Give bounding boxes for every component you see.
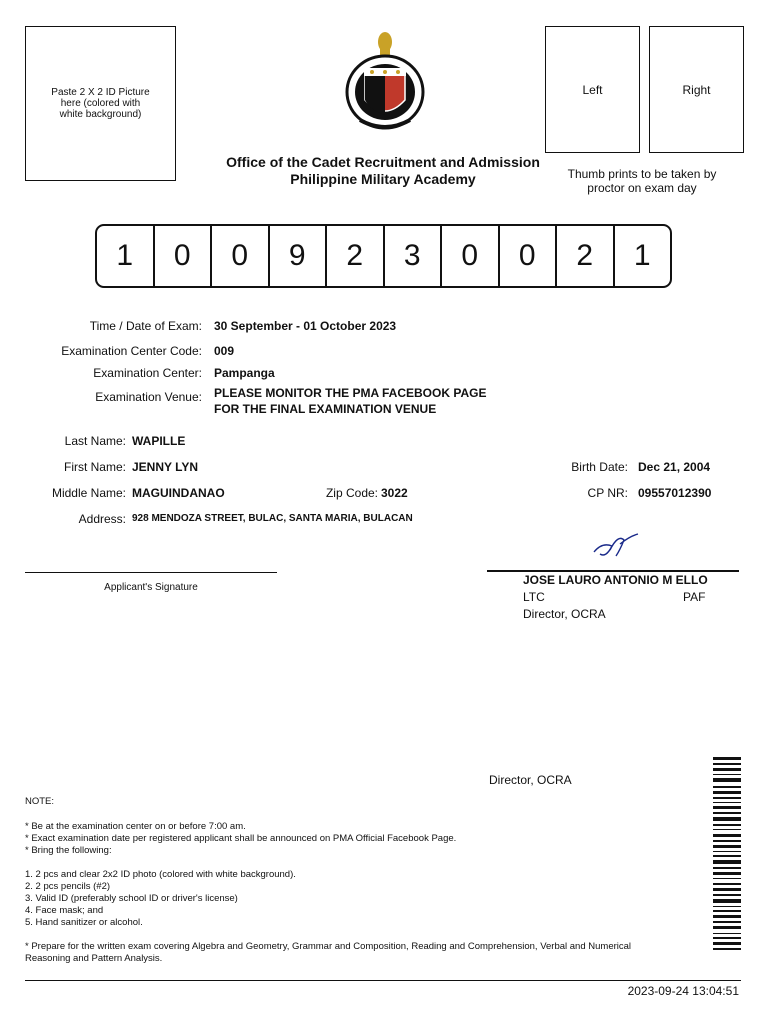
zip-code-value: 3022 <box>381 486 408 500</box>
id-photo-box <box>25 26 176 181</box>
control-digit: 9 <box>268 226 326 286</box>
control-digit: 3 <box>383 226 441 286</box>
control-digit: 0 <box>153 226 211 286</box>
director-title: Director, OCRA <box>523 607 606 621</box>
center-code-label: Examination Center Code: <box>61 344 202 358</box>
note-line: * Be at the examination center on or before 7:00 am. <box>25 821 246 832</box>
id-photo-instructions: Paste 2 X 2 ID Picture here (colored with white background) <box>51 87 150 120</box>
zip-code-label: Zip Code: <box>325 486 378 500</box>
address-value: 928 MENDOZA STREET, BULAC, SANTA MARIA, BULACAN <box>132 513 413 524</box>
applicant-signature-line <box>25 572 277 573</box>
first-name-value: JENNY LYN <box>132 460 199 474</box>
center-code-value: 009 <box>214 344 235 358</box>
print-timestamp: 2023-09-24 13:04:51 <box>627 984 739 998</box>
pma-seal-icon <box>340 30 430 135</box>
left-thumb-box <box>545 26 640 153</box>
cp-number-label: CP NR: <box>587 486 628 500</box>
control-digit: 1 <box>116 239 134 272</box>
office-title-line1: Office of the Cadet Recruitment and Admission <box>226 154 540 170</box>
applicant-signature-label: Applicant's Signature <box>104 582 198 593</box>
control-number <box>95 224 672 288</box>
last-name-label: Last Name: <box>64 434 126 448</box>
middle-name-label: Middle Name: <box>51 486 126 500</box>
footer-rule <box>25 980 741 981</box>
director-name: JOSE LAURO ANTONIO M ELLO <box>523 573 708 587</box>
thumb-prints-note: Thumb prints to be taken by proctor on exam day <box>567 167 717 195</box>
note-heading: NOTE: <box>25 796 55 807</box>
left-thumb-label: Left <box>582 82 603 97</box>
exam-date-value: 30 September - 01 October 2023 <box>214 319 397 333</box>
note-line: * Prepare for the written exam covering Algebra and Geometry, Grammar and Composition, Reading and Comprehension, Verbal and Numerical <box>25 941 632 952</box>
exam-center-label: Examination Center: <box>93 366 202 380</box>
control-digit: 0 <box>210 226 268 286</box>
note-line: * Exact examination date per registered applicant shall be announced on PMA Official Facebook Page. <box>25 833 457 844</box>
birth-date-label: Birth Date: <box>571 460 628 474</box>
note-line: Reasoning and Pattern Analysis. <box>25 953 163 964</box>
note-list-item: 3. Valid ID (preferably school ID or driver's license) <box>25 893 238 904</box>
exam-venue-line1: PLEASE MONITOR THE PMA FACEBOOK PAGE <box>214 386 487 400</box>
note-line: * Bring the following: <box>25 845 112 856</box>
first-name-label: First Name: <box>63 460 126 474</box>
birth-date-value: Dec 21, 2004 <box>638 460 711 474</box>
office-title <box>218 154 548 188</box>
note-list-item: 5. Hand sanitizer or alcohol. <box>25 917 143 928</box>
last-name-value: WAPILLE <box>132 434 186 448</box>
note-list-item: 1. 2 pcs and clear 2x2 ID photo (colored with white background). <box>25 869 296 880</box>
control-digit: 0 <box>498 226 556 286</box>
exam-venue-value <box>214 385 486 417</box>
director-service: PAF <box>683 590 706 604</box>
note-list-item: 2. 2 pcs pencils (#2) <box>25 881 111 892</box>
control-digit: 2 <box>555 226 613 286</box>
note-list-item: 4. Face mask; and <box>25 905 104 916</box>
cp-number-value: 09557012390 <box>638 486 712 500</box>
exam-center-value: Pampanga <box>214 366 275 380</box>
control-digit: 0 <box>440 226 498 286</box>
right-thumb-box <box>649 26 744 153</box>
director-rank: LTC <box>523 590 545 604</box>
control-digit: 2 <box>325 226 383 286</box>
exam-date-label: Time / Date of Exam: <box>89 319 202 333</box>
barcode-icon <box>713 757 741 950</box>
office-title-line2: Philippine Military Academy <box>290 171 476 187</box>
address-label: Address: <box>78 512 126 526</box>
exam-venue-label: Examination Venue: <box>95 390 202 404</box>
right-thumb-label: Right <box>682 82 711 97</box>
director-signature-line <box>487 570 739 572</box>
director-signature-icon <box>590 530 642 560</box>
middle-name-value: MAGUINDANAO <box>132 486 225 500</box>
director-title-secondary: Director, OCRA <box>489 773 572 787</box>
control-digit: 1 <box>613 226 671 286</box>
exam-venue-line2: FOR THE FINAL EXAMINATION VENUE <box>214 402 437 416</box>
